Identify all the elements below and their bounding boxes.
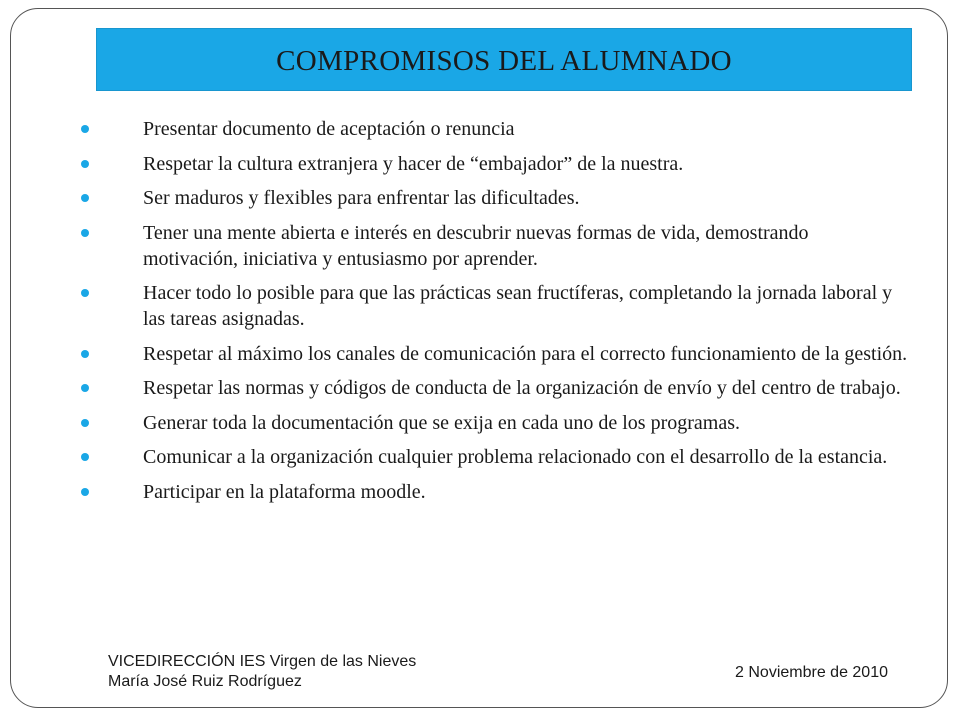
bullet-dot-icon bbox=[81, 350, 89, 358]
footer-date: 2 Noviembre de 2010 bbox=[735, 664, 888, 681]
bullet-dot-icon bbox=[81, 289, 89, 297]
footer-name: María José Ruiz Rodríguez bbox=[108, 673, 302, 690]
bullet-text: Respetar las normas y códigos de conducta de la organización de envío y del centro de trabajo. bbox=[143, 377, 901, 399]
bullet-text: Comunicar a la organización cualquier problema relacionado con el desarrollo de la estancia. bbox=[143, 446, 888, 468]
bullet-text: Presentar documento de aceptación o renuncia bbox=[143, 118, 515, 140]
bullet-text: Respetar al máximo los canales de comunicación para el correcto funcionamiento de la gestión. bbox=[143, 342, 908, 365]
bullet-dot-icon bbox=[81, 160, 89, 168]
bullet-item bbox=[78, 220, 908, 272]
bullet-item bbox=[78, 116, 908, 142]
bullet-dot-icon bbox=[81, 125, 89, 133]
bullet-item bbox=[78, 375, 908, 401]
bullet-item bbox=[78, 151, 908, 177]
bullet-item bbox=[78, 444, 908, 470]
bullet-text: Tener una mente abierta e interés en descubrir nuevas formas de vida, demostrando motivación, iniciativa y entusiasmo por aprender. bbox=[143, 221, 809, 270]
slide-title: COMPROMISOS DEL ALUMNADO bbox=[276, 45, 732, 77]
bullet-text: Hacer todo lo posible para que las prácticas sean fructíferas, completando la jornada laboral y las tareas asignadas. bbox=[143, 282, 893, 330]
bullet-item bbox=[78, 341, 908, 367]
bullet-dot-icon bbox=[81, 453, 89, 461]
bullet-item bbox=[78, 280, 908, 332]
bullet-text: Participar en la plataforma moodle. bbox=[143, 480, 426, 503]
bullet-text: Generar toda la documentación que se exija en cada uno de los programas. bbox=[143, 411, 740, 434]
bullet-list bbox=[78, 116, 908, 513]
title-banner bbox=[96, 28, 912, 91]
bullet-dot-icon bbox=[81, 384, 89, 392]
footer-department: VICEDIRECCIÓN IES Virgen de las Nieves bbox=[108, 653, 417, 670]
bullet-item bbox=[78, 185, 908, 211]
footer-author bbox=[108, 652, 416, 692]
bullet-item bbox=[78, 410, 908, 436]
bullet-text: Respetar la cultura extranjera y hacer de “embajador” de la nuestra. bbox=[143, 152, 684, 175]
bullet-dot-icon bbox=[81, 229, 89, 237]
bullet-dot-icon bbox=[81, 194, 89, 202]
bullet-item bbox=[78, 479, 908, 505]
bullet-text: Ser maduros y flexibles para enfrentar las dificultades. bbox=[143, 187, 580, 209]
bullet-dot-icon bbox=[81, 419, 89, 427]
bullet-dot-icon bbox=[81, 488, 89, 496]
